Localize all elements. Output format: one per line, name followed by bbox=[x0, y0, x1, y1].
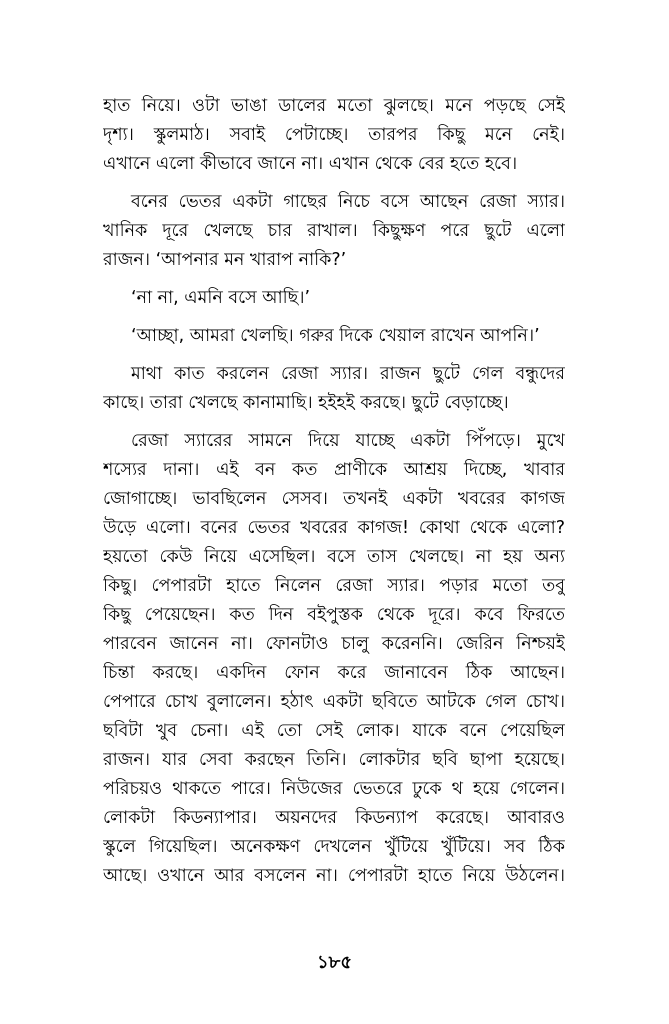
text-line: দৃশ্য। স্কুলমাঠ। সবাই পেটাচ্ছে। তারপর কিছু মনে নেই। bbox=[103, 125, 565, 145]
text-line: কিছু। পেপারটা হাতে নিলেন রেজা স্যার। পড়ার মতো তবু bbox=[103, 576, 565, 596]
text-line: খানিক দূরে খেলছে চার রাখাল। কিছুক্ষণ পরে ছুটে এলো bbox=[103, 221, 565, 241]
text-line: ‘আচ্ছা, আমরা খেলছি। গরুর দিকে খেয়াল রাখেন আপনি।’ bbox=[131, 326, 540, 346]
text-line: আছে। ওখানে আর বসলেন না। পেপারটা হাতে নিয়ে উঠলেন। bbox=[103, 866, 565, 886]
text-line: রেজা স্যারের সামনে দিয়ে যাচ্ছে একটা পিঁপড়ে। মুখে bbox=[131, 431, 565, 451]
text-line: বনের ভেতর একটা গাছের নিচে বসে আছেন রেজা স্যার। bbox=[131, 192, 565, 212]
text-line: স্কুলে গিয়েছিল। অনেকক্ষণ দেখলেন খুঁটিয়ে খুঁটিয়ে। সব ঠিক bbox=[103, 837, 565, 857]
body-text bbox=[103, 92, 565, 900]
text-line: রাজন। ‘আপনার মন খারাপ নাকি?’ bbox=[103, 250, 347, 270]
text-line: ‘না না, এমনি বসে আছি।’ bbox=[131, 288, 311, 308]
text-line: হাত নিয়ে। ওটা ভাঙা ডালের মতো ঝুলছে। মনে পড়ছে সেই bbox=[103, 96, 565, 116]
paragraph-6 bbox=[103, 427, 565, 891]
paragraph-2 bbox=[103, 188, 565, 275]
text-line: হয়তো কেউ নিয়ে এসেছিল। বসে তাস খেলছে। না হয় অন্য bbox=[103, 547, 565, 567]
text-line: ছবিটা খুব চেনা। এই তো সেই লোক। যাকে বনে পেয়েছিল bbox=[103, 721, 565, 741]
text-line: পারবেন জানেন না। ফোনটাও চালু করেননি। জেরিন নিশ্চয়ই bbox=[103, 634, 565, 654]
text-line: শস্যের দানা। এই বন কত প্রাণীকে আশ্রয় দিচ্ছে, খাবার bbox=[103, 460, 565, 480]
text-line: কিছু পেয়েছেন। কত দিন বইপুস্তক থেকে দূরে। কবে ফিরতে bbox=[103, 605, 565, 625]
text-line: এখানে এলো কীভাবে জানে না। এখান থেকে বের হতে হবে। bbox=[103, 154, 518, 174]
text-line: মাথা কাত করলেন রেজা স্যার। রাজন ছুটে গেল বন্ধুদের bbox=[131, 364, 565, 384]
paragraph-1 bbox=[103, 92, 565, 179]
paragraph-4 bbox=[103, 322, 565, 351]
text-line: লোকটা কিডন্যাপার। অয়নদের কিডন্যাপ করেছে। আবারও bbox=[103, 808, 565, 828]
paragraph-5 bbox=[103, 360, 565, 418]
text-line: পেপারে চোখ বুলালেন। হঠাৎ একটা ছবিতে আটকে গেল চোখ। bbox=[103, 692, 565, 712]
text-line: কাছে। তারা খেলছে কানামাছি। হইহই করছে। ছুটে বেড়াচ্ছে। bbox=[103, 393, 509, 413]
page-number: ১৮৫ bbox=[316, 952, 353, 973]
text-line: পরিচয়ও থাকতে পারে। নিউজের ভেতরে ঢুকে থ হয়ে গেলেন। bbox=[103, 779, 565, 799]
text-line: চিন্তা করছে। একদিন ফোন করে জানাবেন ঠিক আছেন। bbox=[103, 663, 565, 683]
text-line: রাজন। যার সেবা করছেন তিনি। লোকটার ছবি ছাপা হয়েছে। bbox=[103, 750, 565, 770]
paragraph-3 bbox=[103, 284, 565, 313]
text-line: উড়ে এলো। বনের ভেতর খবরের কাগজ! কোথা থেকে এলো? bbox=[103, 518, 565, 538]
text-line: জোগাচ্ছে। ভাবছিলেন সেসব। তখনই একটা খবরের কাগজ bbox=[103, 489, 565, 509]
